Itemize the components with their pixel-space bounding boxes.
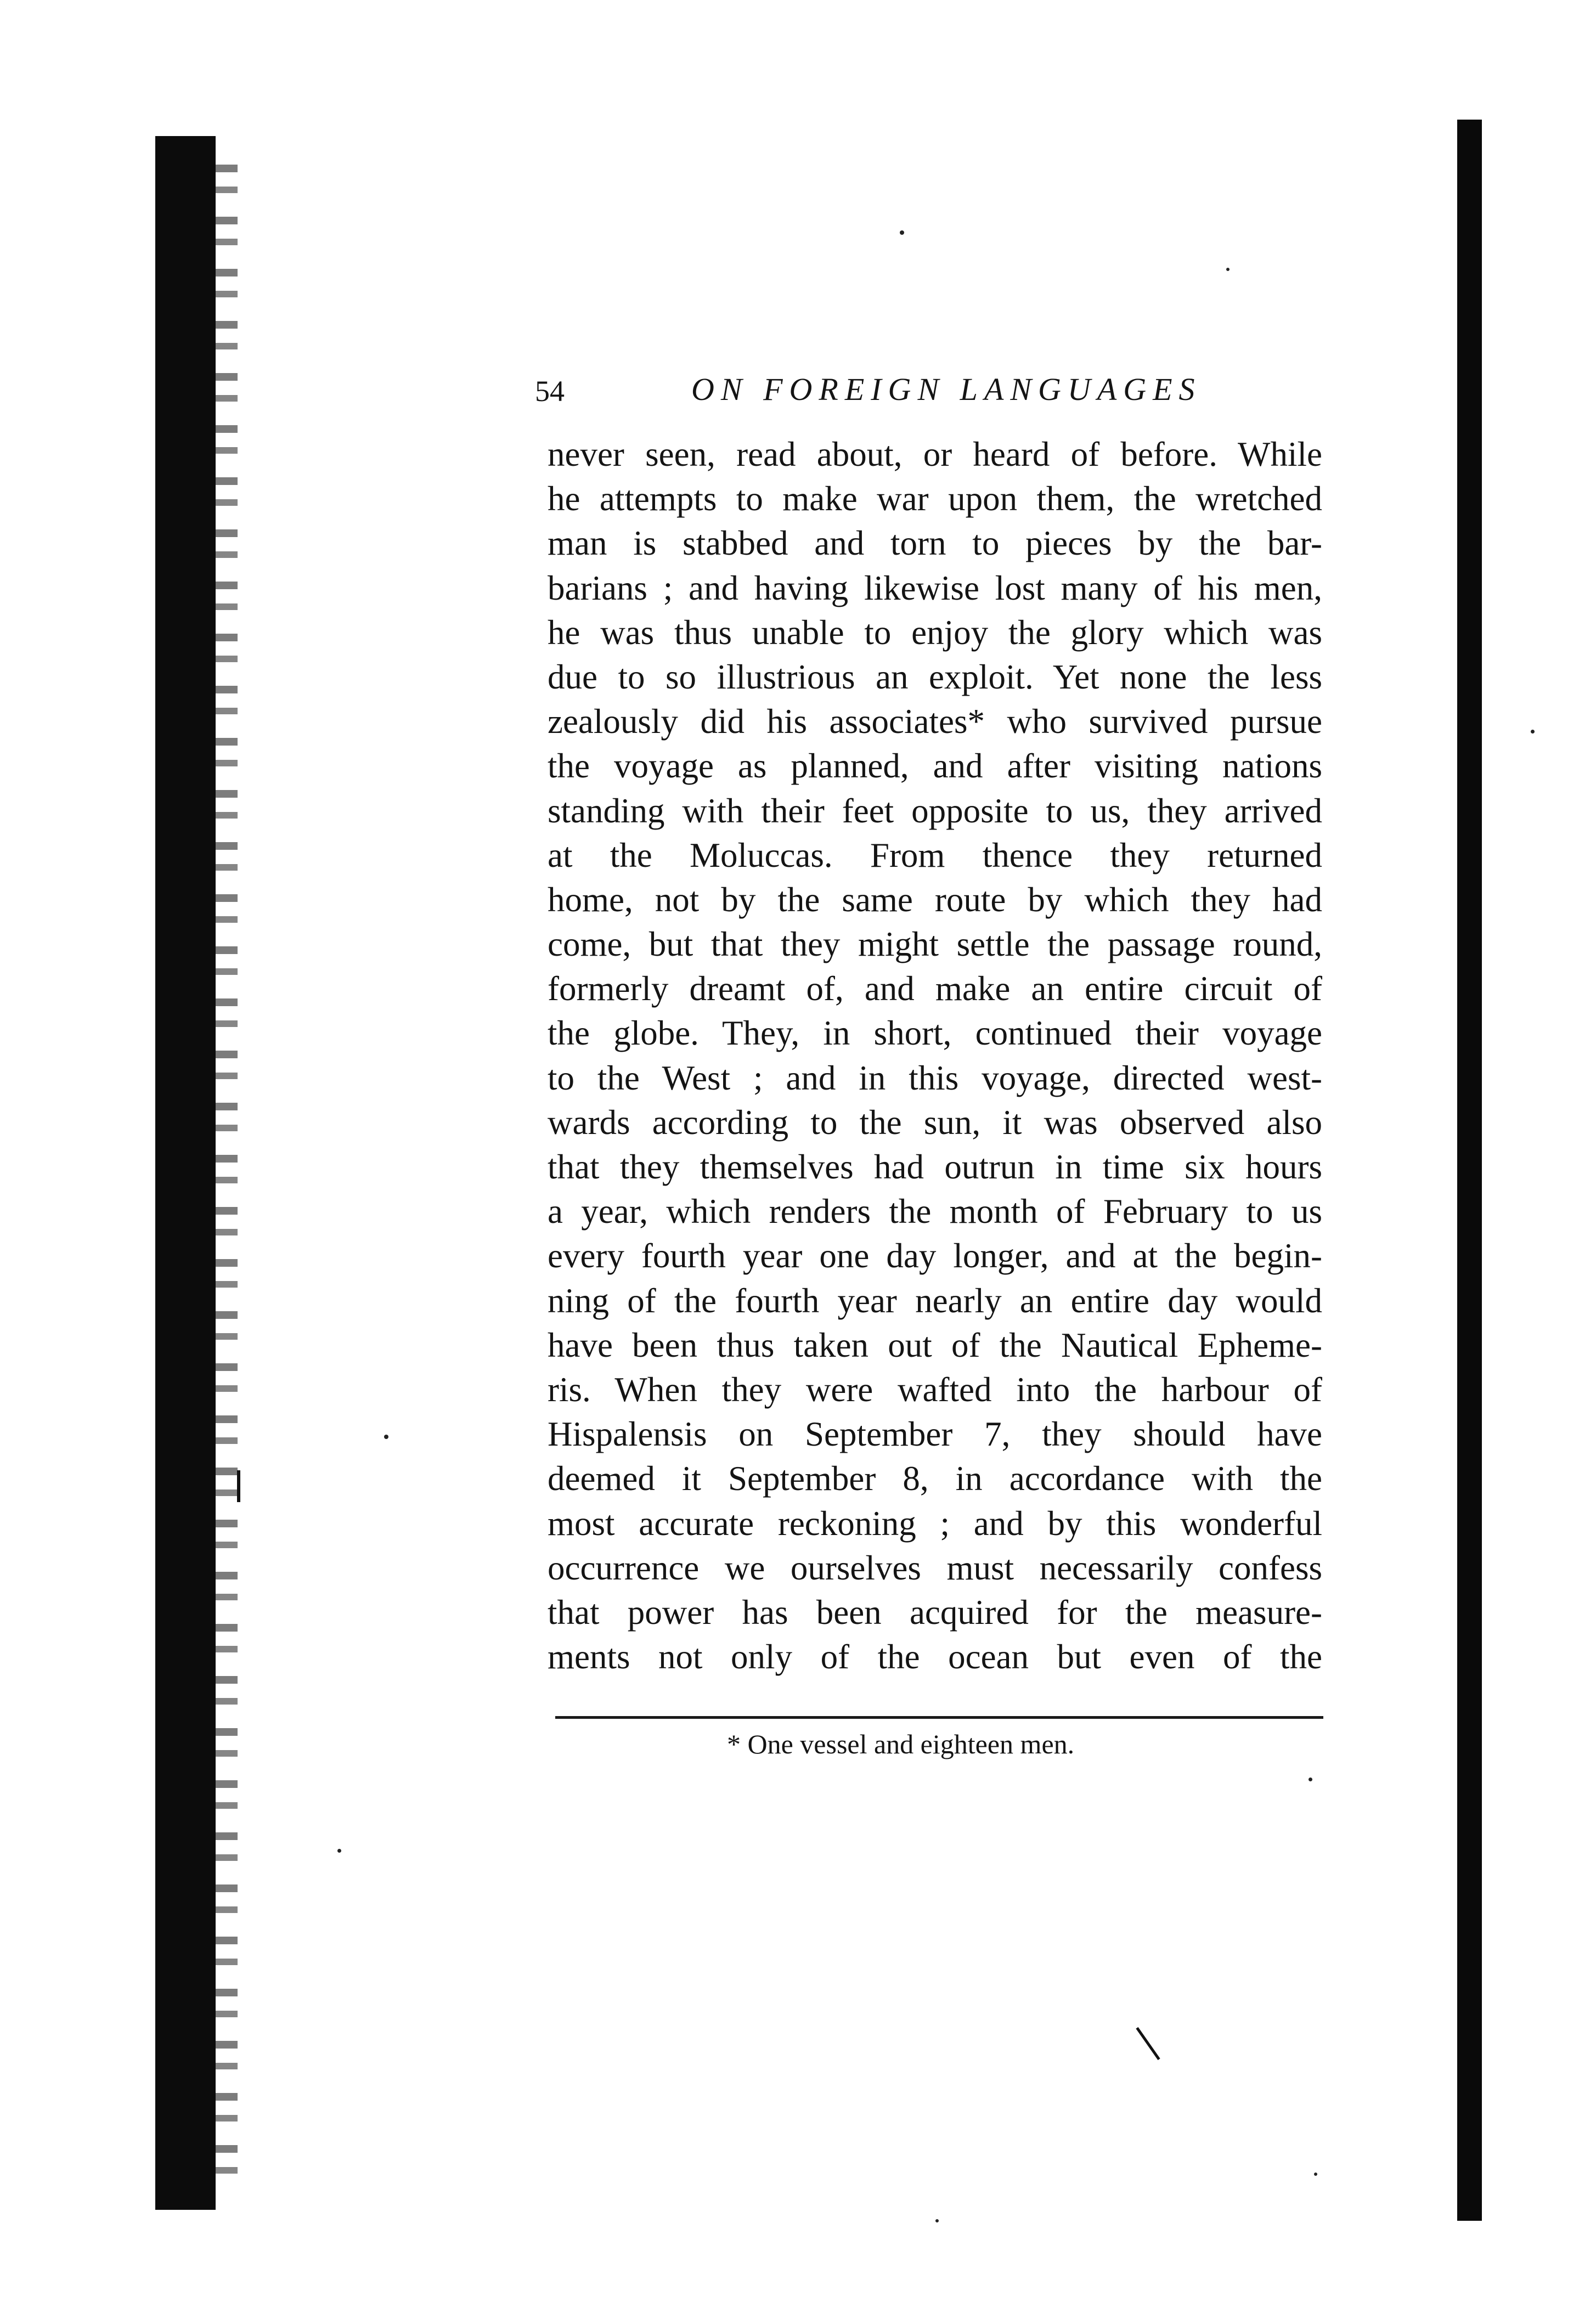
scan-speck xyxy=(337,1849,341,1853)
scan-speck xyxy=(935,2219,939,2222)
scan-speck xyxy=(384,1435,388,1439)
body-line: he attempts to make war upon them, the wretched xyxy=(548,479,1322,518)
body-line: at the Moluccas. From thence they returned xyxy=(548,836,1322,874)
body-line: he was thus unable to enjoy the glory which was xyxy=(548,613,1322,652)
scan-speck xyxy=(900,230,904,235)
body-line: have been thus taken out of the Nautical Epheme- xyxy=(548,1325,1322,1364)
body-line: the voyage as planned, and after visiting nations xyxy=(548,747,1322,786)
scan-border-left-ragged xyxy=(216,165,238,2194)
scan-mark xyxy=(237,1470,240,1502)
running-head: ON FOREIGN LANGUAGES xyxy=(691,371,1202,407)
body-line: occurrence we ourselves must necessarily confess xyxy=(548,1548,1322,1587)
body-text xyxy=(548,432,1322,1679)
body-line: zealously did his associates* who survived pursue xyxy=(548,702,1322,741)
body-line: the globe. They, in short, continued their voyage xyxy=(548,1014,1322,1053)
body-line: deemed it September 8, in accordance with the xyxy=(548,1459,1322,1498)
body-line: Hispalensis on September 7, they should have xyxy=(548,1415,1322,1454)
body-line: formerly dreamt of, and make an entire circuit of xyxy=(548,969,1322,1008)
scan-mark xyxy=(1136,2027,1160,2060)
body-line: ris. When they were wafted into the harbour of xyxy=(548,1370,1322,1409)
scan-speck xyxy=(1226,268,1230,271)
scan-border-left xyxy=(155,136,216,2210)
body-line: home, not by the same route by which they had xyxy=(548,880,1322,919)
scan-speck xyxy=(1531,730,1535,733)
scan-speck xyxy=(1309,1778,1312,1781)
body-line: man is stabbed and torn to pieces by the bar- xyxy=(548,524,1322,563)
body-line: to the West ; and in this voyage, directed west- xyxy=(548,1058,1322,1097)
body-line: come, but that they might settle the passage round, xyxy=(548,925,1322,964)
page-header xyxy=(535,366,1248,416)
footnote-rule xyxy=(555,1716,1323,1719)
scan-border-right xyxy=(1457,120,1482,2221)
body-line: that they themselves had outrun in time six hours xyxy=(548,1148,1322,1186)
body-line: standing with their feet opposite to us, they arrived xyxy=(548,791,1322,830)
body-line: due to so illustrious an exploit. Yet none the less xyxy=(548,657,1322,696)
body-line: most accurate reckoning ; and by this wonderful xyxy=(548,1504,1322,1543)
body-line: every fourth year one day longer, and at the begin- xyxy=(548,1237,1322,1276)
body-line: that power has been acquired for the measure- xyxy=(548,1593,1322,1632)
footnote: * One vessel and eighteen men. xyxy=(727,1729,1075,1759)
body-line: ning of the fourth year nearly an entire day would xyxy=(548,1281,1322,1320)
body-line: barians ; and having likewise lost many of his men, xyxy=(548,568,1322,607)
page-number: 54 xyxy=(535,375,565,408)
body-line: wards according to the sun, it was observed also xyxy=(548,1103,1322,1142)
scan-speck xyxy=(1314,2173,1317,2176)
body-line: a year, which renders the month of February to us xyxy=(548,1192,1322,1231)
body-line: never seen, read about, or heard of before. While xyxy=(548,435,1322,473)
body-line: ments not only of the ocean but even of the xyxy=(548,1638,1322,1677)
